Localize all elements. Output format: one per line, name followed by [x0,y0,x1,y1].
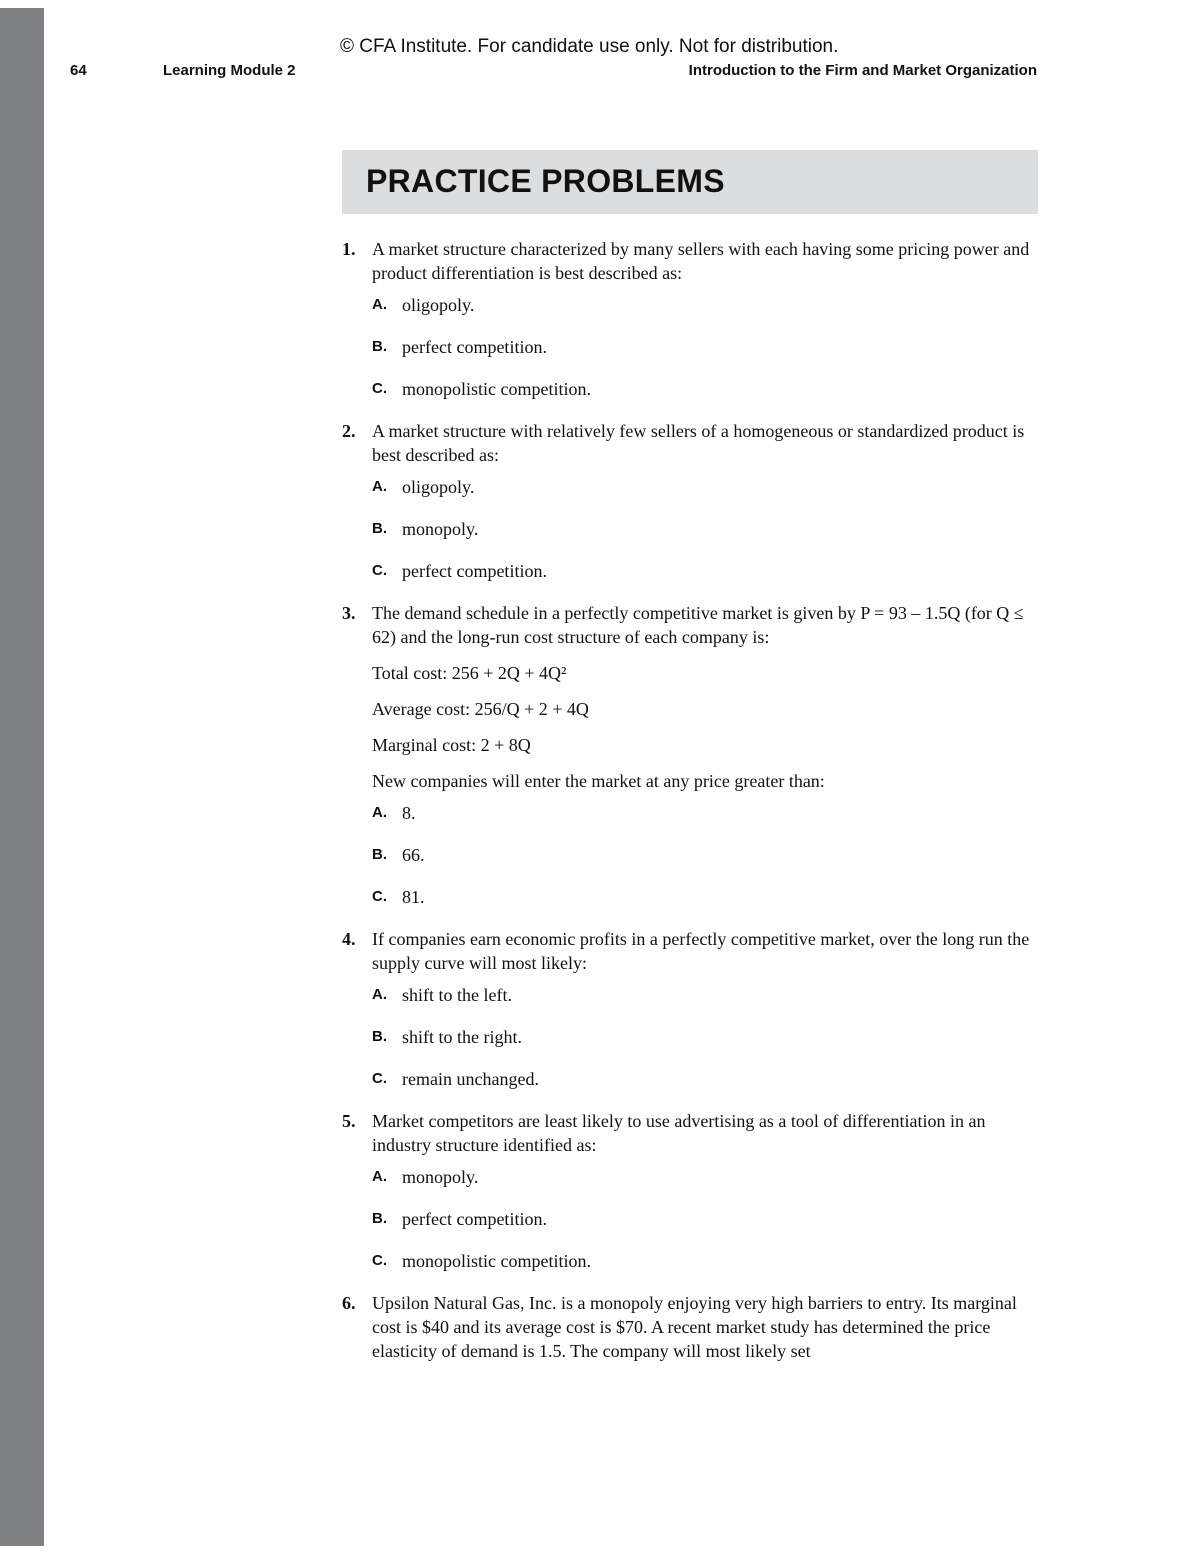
option-text: perfect competition. [402,337,547,357]
option-text: monopolistic competition. [402,1251,591,1271]
answer-option [372,885,1038,909]
problem-stem: Market competitors are least likely to use advertising as a tool of differentiation in an industry structure identified as: [372,1111,986,1155]
option-letter: A. [372,1168,387,1185]
problem-number: 6. [342,1293,356,1313]
page-number: 64 [70,62,87,79]
problem-stem: If companies earn economic profits in a perfectly competitive market, over the long run the supply curve will most likely: [372,929,1030,973]
answer-option [372,843,1038,867]
problem-note: Total cost: 256 + 2Q + 4Q² [372,663,567,683]
problems-list [342,237,1038,1381]
option-text: monopolistic competition. [402,379,591,399]
section-title: PRACTICE PROBLEMS [366,163,725,199]
answer-option [372,1207,1038,1231]
problem-note: New companies will enter the market at any price greater than: [372,771,825,791]
section-title-bar [342,150,1038,214]
answer-option [372,377,1038,401]
answer-options [372,293,1038,401]
option-text: 8. [402,803,416,823]
answer-option [372,801,1038,825]
problem-stem: A market structure with relatively few sellers of a homogeneous or standardized product is best described as: [372,421,1025,465]
option-letter: C. [372,562,387,579]
answer-option [372,1067,1038,1091]
problem-stem: A market structure characterized by many sellers with each having some pricing power and product differentiation is best described as: [372,239,1030,283]
answer-options [372,983,1038,1091]
problem-stem: Upsilon Natural Gas, Inc. is a monopoly enjoying very high barriers to entry. Its marginal cost is $40 and its average cost is $70. A recent market study has determined the price elasticity of demand is 1.5. The company will most likely set [372,1293,1017,1361]
option-letter: C. [372,1252,387,1269]
answer-options [372,801,1038,909]
problem-note: Marginal cost: 2 + 8Q [372,735,531,755]
problem-2 [342,419,1038,583]
option-letter: B. [372,846,387,863]
problem-number: 5. [342,1111,356,1131]
option-text: 81. [402,887,425,907]
answer-option [372,1165,1038,1189]
option-text: shift to the left. [402,985,512,1005]
answer-option [372,293,1038,317]
problem-number: 3. [342,603,356,623]
option-text: oligopoly. [402,295,475,315]
problem-1 [342,237,1038,401]
option-text: perfect competition. [402,561,547,581]
problem-number: 4. [342,929,356,949]
answer-option [372,335,1038,359]
option-letter: A. [372,296,387,313]
chapter-title: Introduction to the Firm and Market Organization [688,62,1037,79]
problem-5 [342,1109,1038,1273]
option-letter: B. [372,1210,387,1227]
option-letter: C. [372,1070,387,1087]
option-text: 66. [402,845,425,865]
option-text: monopoly. [402,519,479,539]
answer-option [372,559,1038,583]
problem-number: 1. [342,239,356,259]
answer-option [372,1249,1038,1273]
option-letter: C. [372,888,387,905]
option-text: monopoly. [402,1167,479,1187]
option-letter: A. [372,478,387,495]
problem-4 [342,927,1038,1091]
answer-option [372,475,1038,499]
option-letter: B. [372,520,387,537]
option-letter: A. [372,986,387,1003]
option-letter: B. [372,1028,387,1045]
answer-options [372,475,1038,583]
problem-number: 2. [342,421,356,441]
problem-3 [342,601,1038,909]
option-text: oligopoly. [402,477,475,497]
option-text: perfect competition. [402,1209,547,1229]
answer-option [372,1025,1038,1049]
problem-stem: The demand schedule in a perfectly competitive market is given by P = 93 – 1.5Q (for Q ≤ 62) and the long-run cost structure of each company is: [372,603,1024,647]
option-letter: C. [372,380,387,397]
option-text: remain unchanged. [402,1069,539,1089]
answer-option [372,983,1038,1007]
problem-note: Average cost: 256/Q + 2 + 4Q [372,699,589,719]
copyright-notice: © CFA Institute. For candidate use only. Not for distribution. [340,36,839,57]
answer-options [372,1165,1038,1273]
option-letter: A. [372,804,387,821]
answer-option [372,517,1038,541]
option-text: shift to the right. [402,1027,522,1047]
problem-6 [342,1291,1038,1363]
option-letter: B. [372,338,387,355]
left-margin-bar [0,8,44,1546]
module-label: Learning Module 2 [163,62,296,79]
